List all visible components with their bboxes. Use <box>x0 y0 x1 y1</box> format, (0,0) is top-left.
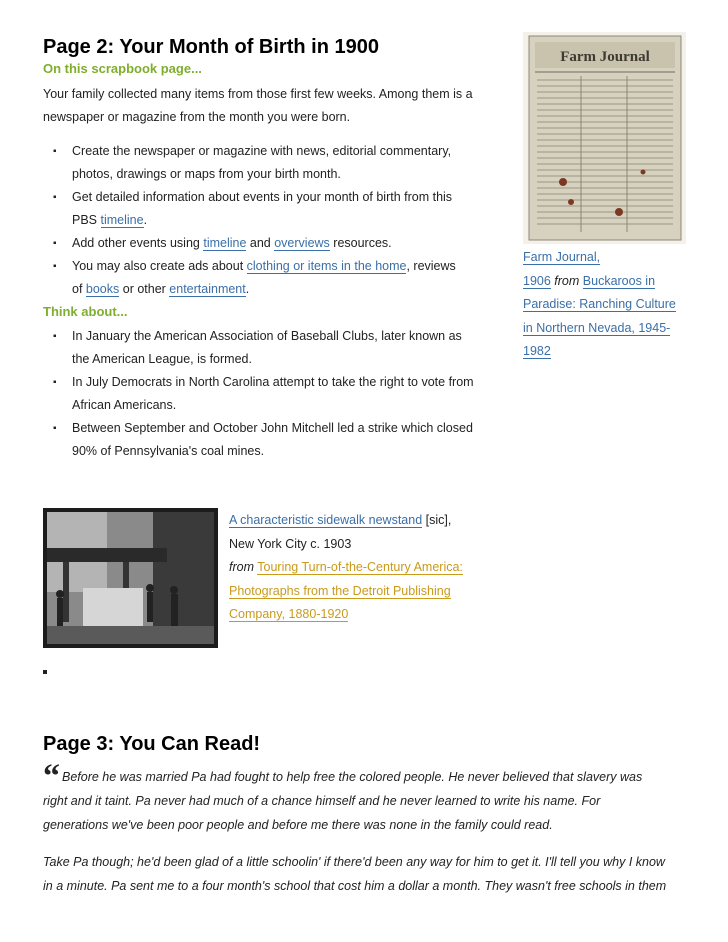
quote-block: “ Before he was married Pa had fought to help free the colored people. He never believed that slavery was right and it taint. Pa never had much of a chance himself and he never learned to write his name. For generations we've been poor people and before me there was none in the family could read. Take Pa though; he'd been glad of a little schoolin' if there'd been any way for him to get it. I'll tell you why I know in a minute. Pa sent me to a four month's school that cost him a dollar a month. They wasn't free schools in them <box>43 758 667 893</box>
list-item: ▪ In July Democrats in North Carolina attempt to take the right to vote from African Americans. <box>43 371 513 417</box>
buckaroos-link-line3[interactable]: Paradise: Ranching Culture <box>523 297 676 311</box>
newsstand-photo[interactable] <box>43 508 218 648</box>
touring-link[interactable]: Touring Turn-of-the-Century America: <box>257 560 463 574</box>
list-item: ▪ You may also create ads about clothing or items in the home, reviews of books or other entertainment. <box>43 255 513 301</box>
touring-link-line2[interactable]: Photographs from the Detroit Publishing <box>229 583 451 598</box>
farm-journal-link[interactable]: Farm Journal, <box>523 250 601 264</box>
list-item: ▪ Add other events using timeline and overviews resources. <box>43 232 513 255</box>
bullet-marker <box>43 670 47 674</box>
touring-link-line3[interactable]: Company, 1880-1920 <box>229 607 349 621</box>
list-item: ▪ Get detailed information about events in your month of birth from this PBS timeline. <box>43 186 513 232</box>
pbs-timeline-link[interactable]: timeline <box>100 213 144 227</box>
newsstand-caption: A characteristic sidewalk newstand [sic], New York City c. 1903 from Touring Turn-of-the-Century America: Photographs from the Detroit Publishing Company, 1880-1920 <box>229 513 463 621</box>
task-list <box>43 140 513 301</box>
farm-journal-year-link[interactable]: 1906 <box>523 273 551 288</box>
books-link[interactable]: books <box>85 282 120 296</box>
list-item: ▪ In January the American Association of Baseball Clubs, later known as the American League, is formed. <box>43 325 513 371</box>
buckaroos-link-line5[interactable]: 1982 <box>523 344 551 358</box>
page2-title: Page 2: Your Month of Birth in 1900 <box>43 36 379 58</box>
newsstand-link[interactable]: A characteristic sidewalk newstand <box>229 513 423 527</box>
clothing-link[interactable]: clothing or items in the home <box>246 259 407 273</box>
overviews-link[interactable]: overviews <box>274 236 330 250</box>
photo-icon <box>43 508 218 648</box>
buckaroos-link[interactable]: Buckaroos in <box>582 273 656 288</box>
facts-list <box>43 325 513 463</box>
quote-mark-icon: “ <box>43 758 60 795</box>
page3-title: Page 3: You Can Read! <box>43 733 261 755</box>
buckaroos-link-line4[interactable]: in Northern Nevada, 1945- <box>523 320 671 335</box>
intro-text: Your family collected many items from those first few weeks. Among them is a newspaper or magazine from the month you were born. <box>43 87 473 124</box>
think-heading: Think about... <box>43 304 128 319</box>
timeline-link[interactable]: timeline <box>203 236 247 250</box>
svg-text:Farm Journal: Farm Journal <box>560 49 650 65</box>
newspaper-icon <box>523 32 686 244</box>
list-item: ▪ Between September and October John Mitchell led a strike which closed 90% of Pennsylvania's coal mines. <box>43 417 513 463</box>
farm-journal-caption: Farm Journal, 1906 from Buckaroos in Paradise: Ranching Culture in Northern Nevada, 1945- 1982 <box>523 250 676 358</box>
entertainment-link[interactable]: entertainment <box>169 282 246 296</box>
list-item: ▪ Create the newspaper or magazine with news, editorial commentary, photos, drawings or maps from your birth month. <box>43 140 513 186</box>
farm-journal-image[interactable] <box>523 32 686 244</box>
scrapbook-heading: On this scrapbook page... <box>43 61 202 76</box>
